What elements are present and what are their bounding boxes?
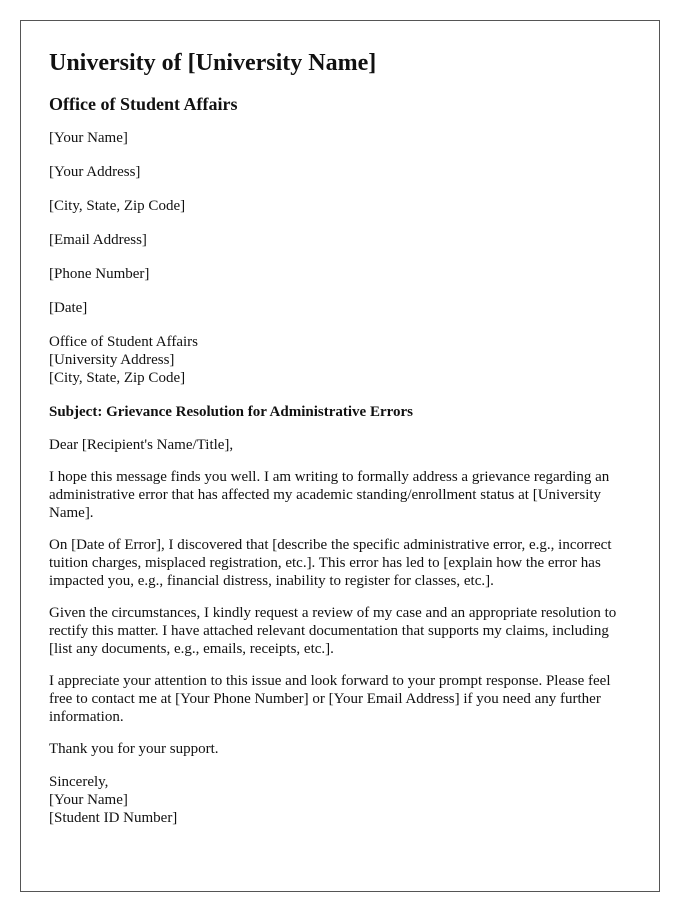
sender-name: [Your Name] — [49, 130, 128, 146]
body-paragraph: I hope this message finds you well. I am writing to formally address a grievance regarding an administrative error that has affected my academic standing/enrollment status at [University Name]. — [49, 469, 610, 521]
office-title: Office of Student Affairs — [49, 94, 238, 114]
signature-name: [Your Name] — [49, 792, 128, 808]
letter-document — [20, 20, 660, 892]
recipient-office: Office of Student Affairs — [49, 334, 198, 350]
closing-block — [49, 773, 631, 827]
valediction: Sincerely, — [49, 774, 109, 790]
sender-phone: [Phone Number] — [49, 266, 150, 282]
body-paragraph: On [Date of Error], I discovered that [describe the specific administrative error, e.g., incorrect tuition charges, misplaced registration, etc.]. This error has led to [explain how the error has impacted you, e.g., financial distress, inability to register for classes, etc.]. — [49, 537, 612, 589]
subject-line: Subject: Grievance Resolution for Administrative Errors — [49, 404, 413, 420]
salutation: Dear [Recipient's Name/Title], — [49, 437, 234, 453]
sender-city-state-zip: [City, State, Zip Code] — [49, 198, 186, 214]
sender-email: [Email Address] — [49, 232, 147, 248]
sender-address: [Your Address] — [49, 164, 141, 180]
university-title: University of [University Name] — [49, 50, 377, 76]
recipient-address: [University Address] — [49, 352, 175, 368]
letter-date: [Date] — [49, 300, 88, 316]
body-paragraph: I appreciate your attention to this issue and look forward to your prompt response. Please feel free to contact me at [Your Phone Number] or [Your Email Address] if you need any further information. — [49, 673, 611, 725]
thank-you-line: Thank you for your support. — [49, 741, 219, 757]
body-paragraph: Given the circumstances, I kindly request a review of my case and an appropriate resolution to rectify this matter. I have attached relevant documentation that supports my claims, including [list any documents, e.g., emails, receipts, etc.]. — [49, 605, 617, 657]
recipient-city-state-zip: [City, State, Zip Code] — [49, 370, 186, 386]
student-id: [Student ID Number] — [49, 810, 178, 826]
recipient-block — [49, 333, 631, 387]
